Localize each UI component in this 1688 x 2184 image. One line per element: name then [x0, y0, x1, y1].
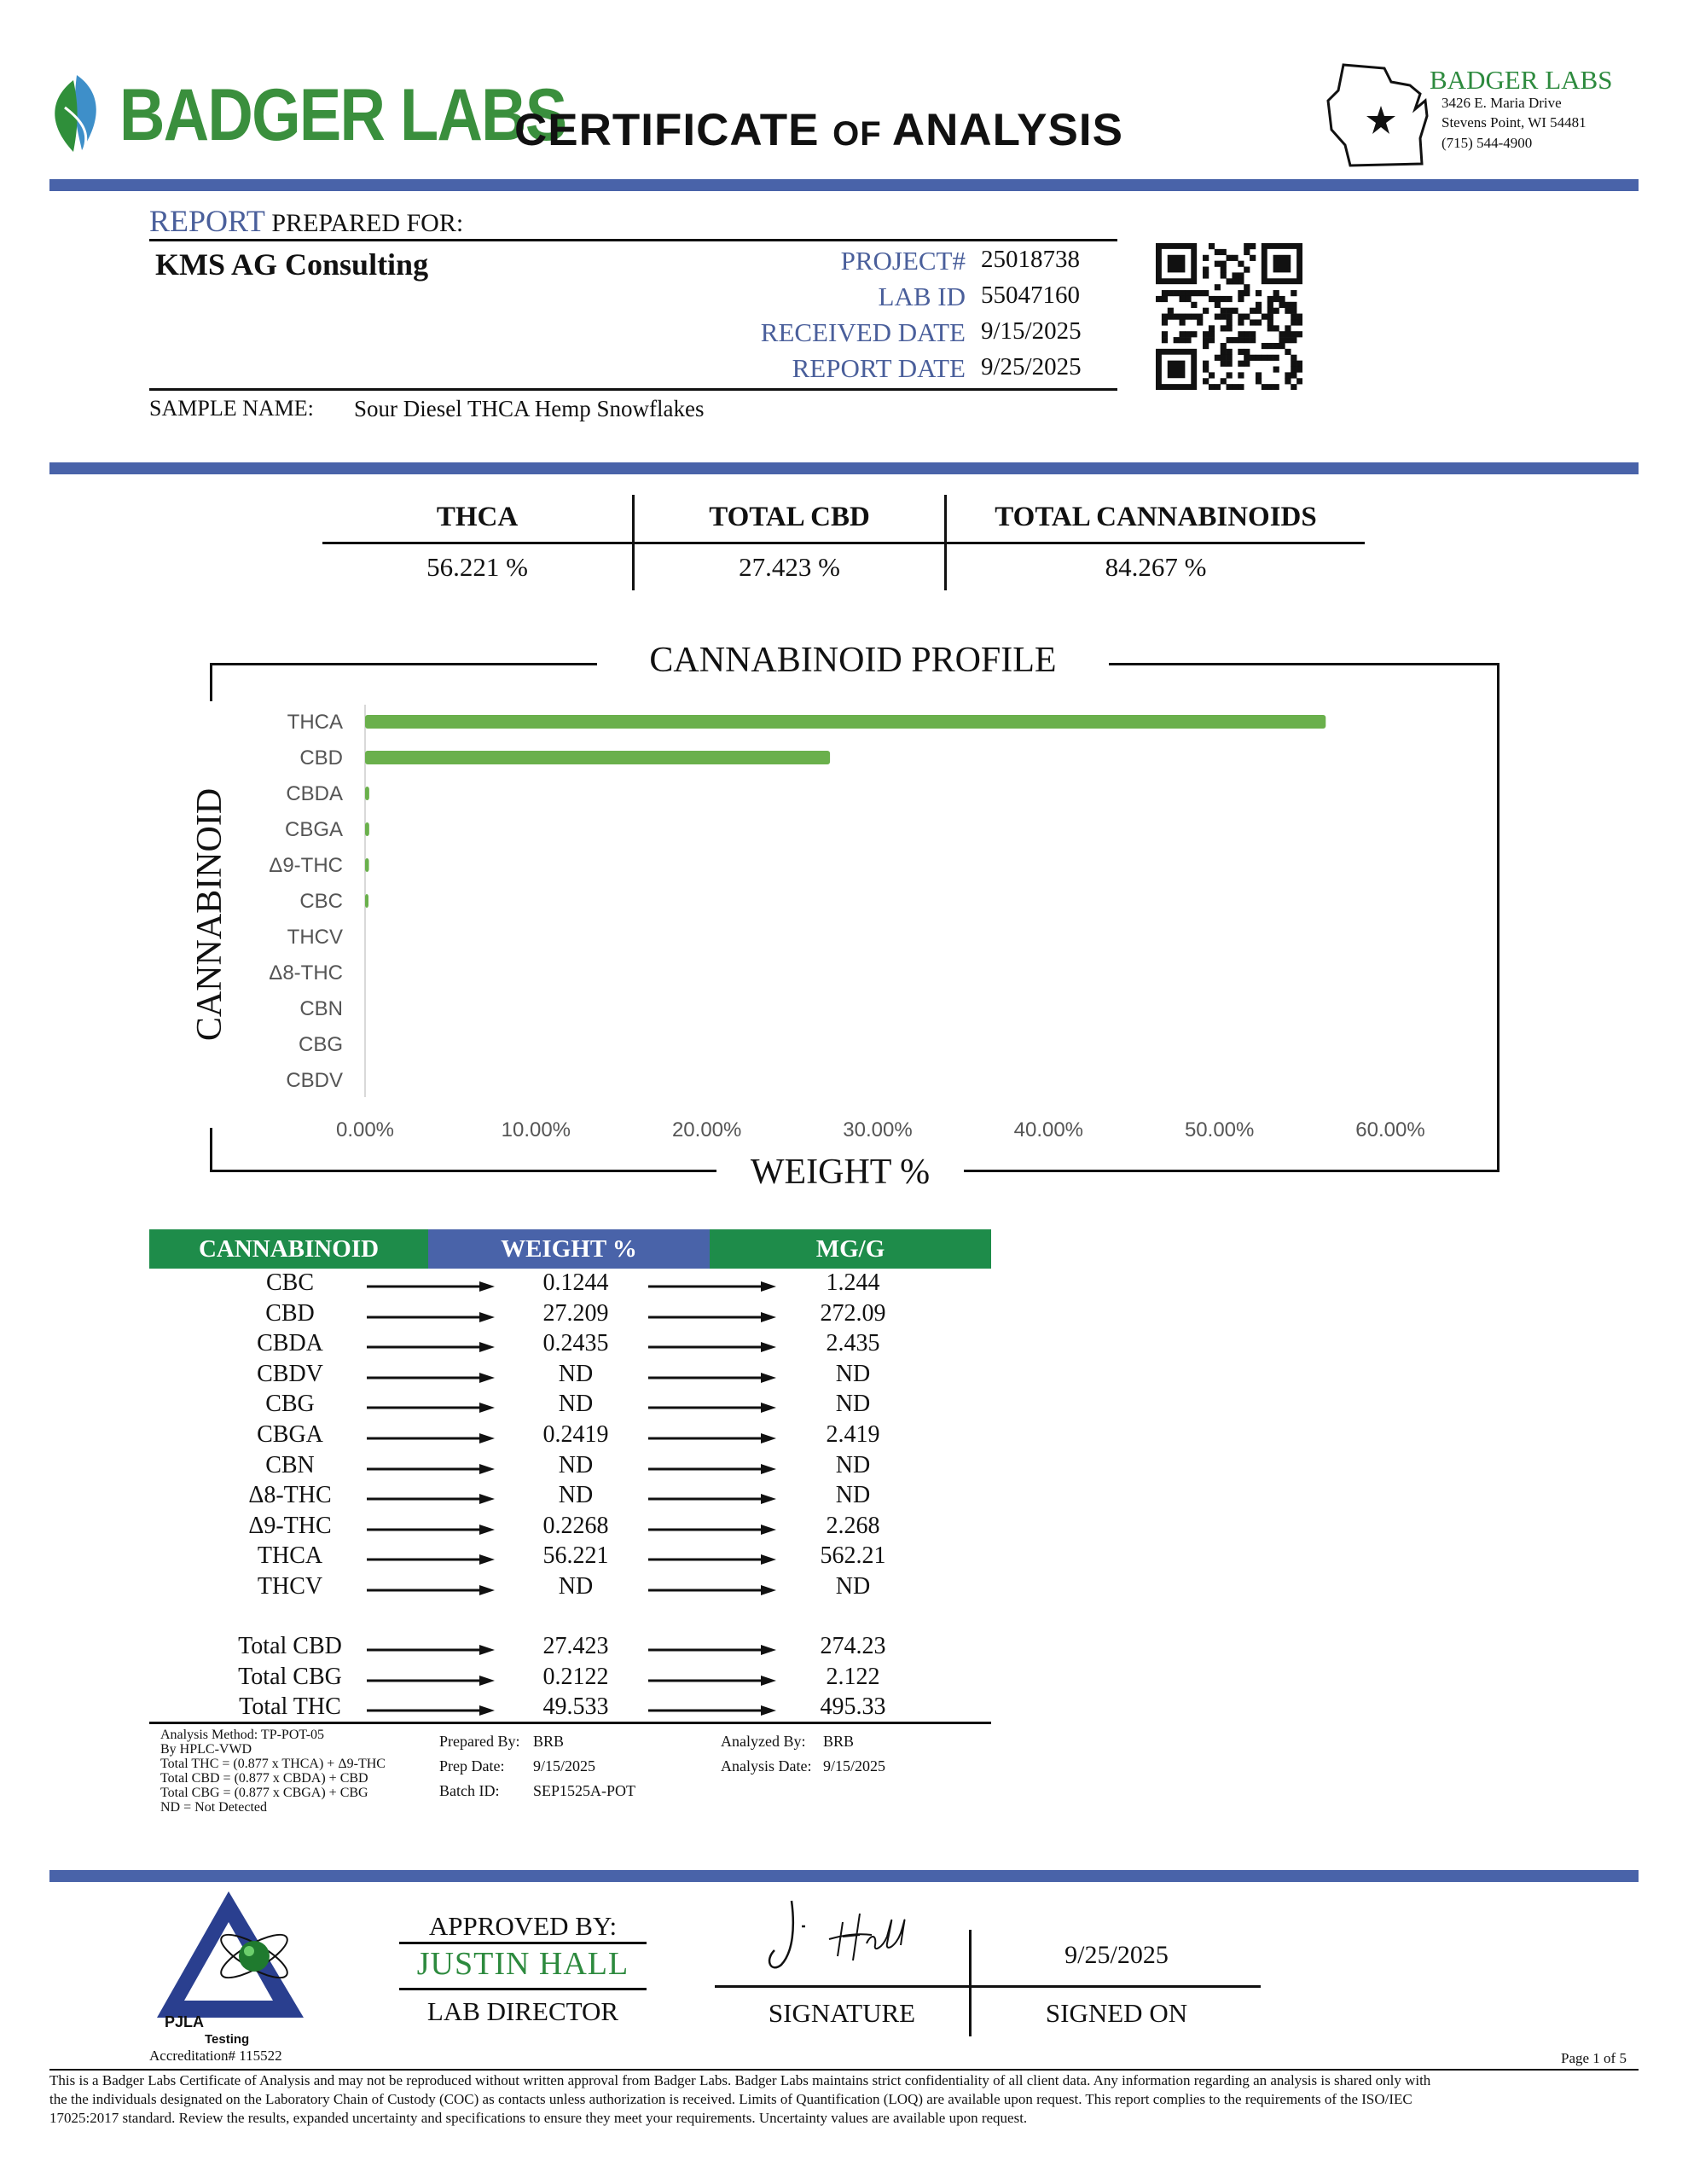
table-row [149, 1391, 994, 1421]
prep-info-values: BRB 9/15/2025 SEP1525A-POT [533, 1733, 636, 1799]
mg-value: ND [835, 1482, 871, 1509]
lab-address-street: 3426 E. Maria Drive [1441, 95, 1562, 111]
weight-value: 49.533 [542, 1693, 609, 1720]
weight-value: 0.2122 [542, 1663, 609, 1690]
chart-title: CANNABINOID PROFILE [597, 640, 1109, 681]
cannabinoid-name: Δ8-THC [248, 1482, 332, 1509]
lab-address-city: Stevens Point, WI 54481 [1441, 114, 1586, 131]
cannabinoid-name: CBC [265, 1269, 315, 1296]
received-date: 9/15/2025 [981, 317, 1082, 345]
accreditation-number: Accreditation# 115522 [149, 2048, 282, 2064]
chart-bar [365, 751, 830, 764]
chart-category-label: Δ9-THC [269, 854, 343, 877]
chart-x-tick-label: 20.00% [671, 1118, 742, 1141]
chart-category-label: CBN [299, 997, 343, 1020]
document-title: CERTIFICATE OF ANALYSIS [514, 105, 1123, 155]
arrow-right-icon [648, 1432, 776, 1444]
table-row [149, 1361, 994, 1391]
client-name: KMS AG Consulting [155, 247, 429, 282]
page-number: Page 1 of 5 [1561, 2050, 1627, 2066]
cannabinoid-name: Δ9-THC [248, 1512, 332, 1539]
prep-info-labels: Prepared By: Prep Date: Batch ID: [439, 1733, 520, 1799]
mg-value: ND [835, 1573, 871, 1600]
cannabinoid-name: Total CBD [238, 1633, 342, 1659]
report-heading: REPORT PREPARED FOR: [149, 204, 464, 238]
chart-bar [365, 715, 1325, 729]
approval-divider [49, 1870, 1639, 1882]
chart-category-label: THCV [287, 926, 343, 949]
lab-id: 55047160 [981, 282, 1080, 309]
wisconsin-map-icon [1325, 56, 1434, 171]
report-date-label: REPORT DATE [792, 353, 966, 383]
chart-x-tick-label: 10.00% [501, 1118, 571, 1141]
arrow-right-icon [648, 1584, 776, 1596]
chart-x-tick-label: 40.00% [1013, 1118, 1084, 1141]
approver-rule-bottom [399, 1988, 647, 1990]
pjla-testing-text: Testing [205, 2032, 250, 2047]
total-row [149, 1693, 994, 1724]
summary-thca-value: 56.221 % [426, 552, 528, 582]
chart-ylabel: CANNABINOID [189, 701, 230, 1128]
arrow-right-icon [367, 1584, 495, 1596]
chart-x-tick-label: 60.00% [1355, 1118, 1425, 1141]
table-bottom-rule [149, 1722, 991, 1724]
mg-value: 2.435 [826, 1330, 880, 1357]
cannabinoid-name: THCA [257, 1542, 323, 1570]
chart-category-label: CBDA [286, 782, 343, 805]
cannabinoid-name: CBDV [257, 1360, 323, 1387]
arrow-right-icon [648, 1705, 776, 1716]
summary-total-cbd-label: TOTAL CBD [709, 502, 870, 532]
lab-phone: (715) 544-4900 [1441, 135, 1533, 151]
arrow-right-icon [367, 1705, 495, 1716]
footer-rule [49, 2069, 1639, 2071]
mg-value: 274.23 [820, 1633, 886, 1659]
signed-on-label: SIGNED ON [1045, 1998, 1188, 2028]
arrow-right-icon [648, 1402, 776, 1414]
chart-bar [365, 787, 369, 800]
cannabinoid-name: Total THC [239, 1693, 341, 1720]
arrow-right-icon [648, 1372, 776, 1384]
cannabinoid-name: CBDA [257, 1330, 323, 1357]
chart-bar [365, 894, 368, 908]
chart-category-label: CBG [298, 1033, 343, 1056]
chart-x-tick-label: 50.00% [1184, 1118, 1255, 1141]
total-row [149, 1633, 994, 1664]
report-date: 9/25/2025 [981, 353, 1082, 380]
weight-value: 56.221 [542, 1542, 609, 1570]
table-row [149, 1421, 994, 1452]
weight-value: 0.2419 [542, 1421, 609, 1448]
pjla-text: PJLA [165, 2013, 205, 2030]
mg-value: ND [835, 1360, 871, 1387]
table-row [149, 1269, 994, 1300]
summary-divider-2 [944, 495, 947, 590]
weight-value: ND [558, 1482, 594, 1509]
chart-x-tick-label: 30.00% [843, 1118, 913, 1141]
approver-name: JUSTIN HALL [416, 1946, 629, 1982]
table-row [149, 1542, 994, 1573]
arrow-right-icon [648, 1463, 776, 1475]
summary-rule [322, 542, 1365, 544]
table-row [149, 1300, 994, 1331]
header-divider [49, 179, 1639, 191]
chart-category-label: THCA [287, 711, 343, 734]
table-row [149, 1573, 994, 1604]
mg-value: 562.21 [820, 1542, 886, 1570]
cannabinoid-name: CBN [265, 1451, 315, 1478]
sample-name-label: SAMPLE NAME: [149, 396, 314, 421]
mg-value: 2.122 [826, 1663, 880, 1690]
arrow-right-icon [648, 1554, 776, 1565]
section-divider [49, 462, 1639, 474]
lab-id-label: LAB ID [878, 282, 966, 311]
arrow-right-icon [367, 1493, 495, 1505]
chart-category-label: CBGA [284, 818, 343, 841]
weight-value: 0.2268 [542, 1512, 609, 1539]
project-label: PROJECT# [840, 246, 966, 276]
signature-rule [715, 1985, 1261, 1988]
chart-xlabel: WEIGHT % [716, 1152, 964, 1193]
chart-category-label: CBC [299, 890, 343, 913]
pjla-accreditation-logo-icon [154, 1890, 307, 2026]
arrow-right-icon [367, 1432, 495, 1444]
table-row [149, 1513, 994, 1543]
arrow-right-icon [367, 1341, 495, 1353]
summary-total-cbd-value: 27.423 % [739, 552, 840, 582]
weight-value: 0.1244 [542, 1269, 609, 1296]
analysis-info-values: BRB 9/15/2025 [823, 1733, 886, 1774]
footer-disclaimer: This is a Badger Labs Certificate of Analysis and may not be reproduced without written approval from Badger Labs. Badger Labs maintains strict confidentiality of all client data. Any information regarding an analysis is shared only with the the individuals designated on the Laboratory Chain of Custody (COC) as contacts unless authorization is received. Limits of Quantification (LOQ) are available upon request. This report complies to the requirements of the ISO/IEC 17025:2017 standard. Review the results, expanded uncertainty and specifications to ensure they meet your requirements. Uncertainty values are available upon request. [49, 2072, 1431, 2126]
received-date-label: RECEIVED DATE [760, 317, 966, 347]
weight-value: 27.209 [542, 1299, 609, 1327]
weight-value: ND [558, 1391, 594, 1418]
table-header-mg: MG/G [710, 1229, 991, 1269]
cannabinoid-name: Total CBG [238, 1663, 342, 1690]
weight-value: ND [558, 1360, 594, 1387]
arrow-right-icon [648, 1341, 776, 1353]
weight-value: 27.423 [542, 1633, 609, 1659]
cannabinoid-name: THCV [257, 1573, 323, 1600]
arrow-right-icon [648, 1524, 776, 1536]
arrow-right-icon [367, 1281, 495, 1292]
mg-value: 2.268 [826, 1512, 880, 1539]
table-header-cannabinoid: CANNABINOID [149, 1229, 428, 1269]
weight-value: ND [558, 1573, 594, 1600]
signature-label: SIGNATURE [768, 1998, 916, 2028]
mg-value: ND [835, 1451, 871, 1478]
method-notes: Analysis Method: TP-POT-05 By HPLC-VWD Total THC = (0.877 x THCA) + Δ9-THC Total CBD = (0.877 x CBDA) + CBD Total CBG = (0.877 x CBGA) + CBG ND = Not Detected [160, 1728, 386, 1815]
handwritten-signature [759, 1892, 955, 1978]
chart-bar [365, 858, 369, 872]
arrow-right-icon [367, 1524, 495, 1536]
badger-labs-logo-leaf-icon [48, 73, 107, 154]
report-top-rule [149, 239, 1117, 241]
table-row [149, 1482, 994, 1513]
arrow-right-icon [367, 1644, 495, 1656]
arrow-right-icon [367, 1675, 495, 1687]
arrow-right-icon [367, 1554, 495, 1565]
summary-thca-label: THCA [436, 502, 519, 532]
project-number: 25018738 [981, 246, 1080, 273]
arrow-right-icon [648, 1644, 776, 1656]
table-row [149, 1330, 994, 1361]
weight-value: ND [558, 1451, 594, 1478]
table-row [149, 1452, 994, 1483]
chart-category-label: CBD [299, 746, 343, 770]
weight-value: 0.2435 [542, 1330, 609, 1357]
logo-text: BADGER LABS [119, 74, 566, 156]
lab-name: BADGER LABS [1430, 65, 1613, 95]
qr-code-icon[interactable] [1156, 243, 1302, 390]
cannabinoid-name: CBG [265, 1391, 315, 1418]
arrow-right-icon [367, 1311, 495, 1323]
arrow-right-icon [648, 1311, 776, 1323]
analysis-info-labels: Analyzed By: Analysis Date: [721, 1733, 812, 1774]
chart-category-label: Δ8-THC [269, 961, 343, 985]
arrow-right-icon [367, 1463, 495, 1475]
arrow-right-icon [367, 1402, 495, 1414]
arrow-right-icon [648, 1281, 776, 1292]
signed-date: 9/25/2025 [1064, 1941, 1169, 1969]
mg-value: 2.419 [826, 1421, 880, 1448]
mg-value: 1.244 [826, 1269, 880, 1296]
chart-bar [365, 822, 369, 836]
arrow-right-icon [648, 1493, 776, 1505]
approver-role: LAB DIRECTOR [426, 1996, 619, 2026]
summary-total-cannabinoids-value: 84.267 % [1105, 552, 1207, 582]
report-bottom-rule [149, 388, 1117, 391]
summary-total-cannabinoids-label: TOTAL CANNABINOIDS [995, 502, 1317, 532]
arrow-right-icon [648, 1675, 776, 1687]
approver-rule-top [399, 1942, 647, 1944]
arrow-right-icon [367, 1372, 495, 1384]
mg-value: 272.09 [820, 1299, 886, 1327]
cannabinoid-profile-chart [205, 657, 1484, 1169]
sample-name: Sour Diesel THCA Hemp Snowflakes [354, 396, 705, 421]
table-header-weight: WEIGHT % [428, 1229, 710, 1269]
cannabinoid-name: CBD [265, 1299, 315, 1327]
chart-category-label: CBDV [286, 1069, 343, 1092]
approved-by-label: APPROVED BY: [428, 1911, 618, 1941]
cannabinoid-name: CBGA [257, 1421, 323, 1448]
total-row [149, 1664, 994, 1694]
summary-divider-1 [632, 495, 635, 590]
mg-value: 495.33 [820, 1693, 886, 1720]
chart-x-tick-label: 0.00% [335, 1118, 395, 1141]
mg-value: ND [835, 1391, 871, 1418]
